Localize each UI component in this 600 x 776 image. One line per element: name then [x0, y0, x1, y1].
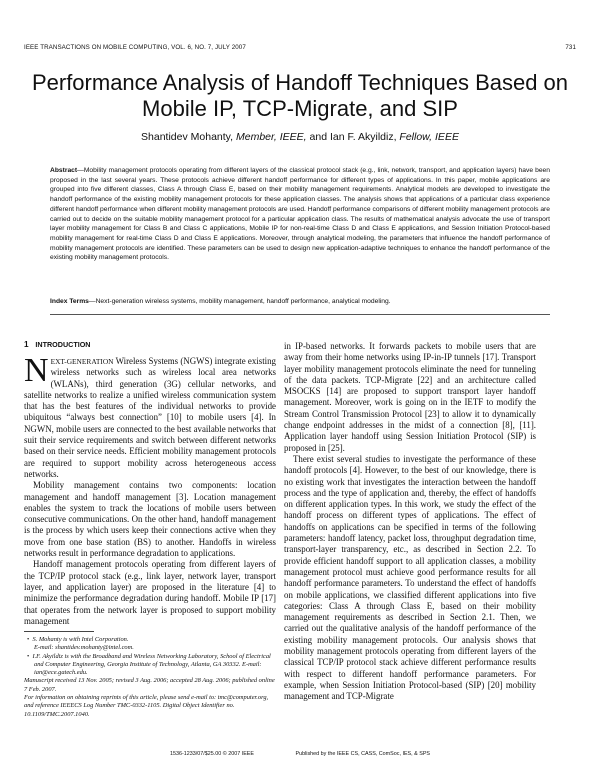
intro-text-1: Wireless Systems (NGWS) integrate existing wireless networks such as wireless local area networks (WLANs), third generation (3G) cellular networks, and satellite networks to realize a unified wireless communication system that has the best features of the individual networks to provide ubiquitous “always best connection” [10] to mobile users [4]. In NGWN, mobile users are connected to the best available networks that suit their service requirements and switch between different networks based on their service needs. Efficient mobility management protocols are required to support mobility across heterogeneous access networks.: [24, 356, 276, 479]
abstract: [50, 166, 550, 263]
right-paragraph-1: in IP-based networks. It forwards packets to mobile users that are away from their home networks using IP-in-IP tunnels [17]. Transport layer mobility management protocols eliminate the need for tunneling of the data packets. TCP-Migrate [22] and an architecture called MSOCKS [14] are proposed to support transport layer handoff management. Moreover, work is going on in the IETF to modify the Stream Control Transmission Protocol [23] to allow it to dynamically change endpoint addresses in the midst of a connection [8], [11]. Application layer handoff using Session Initiation Protocol (SIP) is proposed in [25].: [284, 341, 536, 453]
right-paragraph-2: There exist several studies to investigate the performance of these handoff protocols [4]. However, to the best of our knowledge, there is no existing work that investigates the interaction between the handoff process and the type of application and, thereby, the effect of handoffs on different application types. In this work, we study the effect of the handoff process on different types of applications. The effect of handoffs on applications can be specified in terms of the following parameters: handoff latency, packet loss, throughput degradation time, transport-layer transparency, etc., as described in Section 2.2. To provide efficient handoff support to all application classes, a mobility management protocol must achieve good performance results for all handoff performance parameters. To understand the effect of handoffs on mobile applications, we classified different applications into five categories: Class A through Class E, based on their mobility management requirements as described in Section 2.1. Then, we carried out the qualitative analysis of the handoff performance of the existing mobility management protocols. Our analysis shows that mobility management protocols operating from different layers of the classical TCP/IP protocol stack achieve different performance results with respect to different handoff performance parameters. For example, when Session Initiation Protocol-based (SIP) [20] mobility management and TCP-Migrate: [284, 453, 536, 702]
drop-cap: N: [24, 352, 49, 389]
footnote-2-text: I.F. Akyildiz is with the Broadband and Wireless Networking Laboratory, School of Electrical and Computer Engineering, Georgia Institute of Technology, Atlanta, GA 30332. E-mail: ian@ece.gatech.edu.: [32, 652, 271, 677]
right-column: [284, 341, 536, 703]
running-header: [24, 44, 576, 56]
footnote-1-email: E-mail: shantidev.mohanty@intel.com.: [34, 644, 134, 652]
paper-title: Performance Analysis of Handoff Techniques Based on Mobile IP, TCP-Migrate, and SIP: [31, 70, 569, 121]
publisher-line: Published by the IEEE CS, CASS, ComSoc, IES, & SPS: [295, 751, 431, 757]
journal-info: IEEE TRANSACTIONS ON MOBILE COMPUTING, VOL. 6, NO. 7, JULY 2007: [24, 44, 246, 51]
section-number: 1: [24, 340, 29, 349]
page-number: 731: [565, 44, 576, 51]
footnote-2: • I.F. Akyildiz is with the Broadband and Wireless Networking Laboratory, School of Electrical and Computer Engineering, Georgia Institute of Technology, Atlanta, GA 30332. E-mail: ian@ece.gatech.edu.: [27, 652, 271, 677]
author-2: Ian F. Akyildiz,: [329, 131, 397, 143]
reprint-info: For information on obtaining reprints of this article, please send e-mail to: tmc@computer.org, and reference IEEECS Log Number TMC-0332-1105. Digital Object Identifier no. 10.1109/TMC.2007.1040.: [24, 694, 269, 718]
author-conjunction: and: [309, 131, 328, 143]
abstract-label: Abstract: [50, 167, 78, 174]
issn-copyright: 1536-1233/07/$25.00 © 2007 IEEE: [169, 751, 254, 757]
index-terms-text: —Next-generation wireless systems, mobility management, handoff performance, analytical modeling.: [88, 298, 391, 305]
author-2-role: Fellow, IEEE: [399, 131, 459, 143]
left-column: [24, 352, 276, 627]
abstract-divider: [50, 314, 550, 315]
author-1-role: Member, IEEE,: [235, 131, 307, 143]
intro-paragraph-1: [24, 352, 276, 480]
abstract-text: —Mobility management protocols operating from different layers of the classical protocol stack (e.g., link, network, transport, and application layers) have been proposed in the last several years. These protocols achieve different handoff performance for different types of applications. In this paper, mobile applications are grouped into five different classes, Class A through Class E, based on their mobility management requirements. Analytical models are developed to investigate the handoff performance of the existing mobility management protocols for these application classes. The analysis shows that applications of a particular class experience different handoff performance when different mobility management protocols are used. Handoff performance comparisons of different mobility management protocols are carried out to decide on the suitable mobility management protocol for a particular application class. The results of mathematical analysis advocate the use of transport layer mobility management for Class B and Class C applications, Mobile IP for non-real-time Class D and Class E applications, and Session Initiation Protocol-based mobility management for real-time Class D and Class E applications. Moreover, through analytical modeling, the parameters that influence the handoff performance of mobility management protocols are identified. These parameters can be used to design new application-adaptive techniques to enhance the handoff performance of the existing mobility management protocols.: [50, 167, 550, 262]
intro-paragraph-3: Handoff management protocols operating from different layers of the TCP/IP protocol stack (e.g., link layer, network layer, transport layer, and application layer) are proposed in the literature [4] to minimize the performance degradation during handoff. Mobile IP [17] that operates from the network layer is proposed to support mobility management: [24, 559, 276, 626]
author-line: [20, 131, 580, 143]
section-title: INTRODUCTION: [35, 340, 91, 349]
intro-paragraph-2: Mobility management contains two components: location management and handoff management [3]. Location management enables the system to track the locations of mobile users between consecutive communications. On the other hand, handoff management is the process by which users keep their connections active when they move from one base station (BS) to another. Handoffs in wireless networks result in performance degradation to applications.: [24, 480, 276, 559]
intro-smallcaps: EXT-GENERATION: [50, 357, 114, 366]
manuscript-received: Manuscript received 13 Nov. 2005; revised 3 Aug. 2006; accepted 28 Aug. 2006; published online 7 Feb. 2007.: [24, 677, 275, 693]
author-1: Shantidev Mohanty,: [141, 131, 234, 143]
footnote-1-name: S. Mohanty is with Intel Corporation.: [32, 636, 129, 643]
section-heading: [24, 340, 91, 349]
footnote-1: • S. Mohanty is with Intel Corporation. E-mail: shantidev.mohanty@intel.com.: [27, 636, 134, 652]
index-terms: [50, 297, 550, 307]
footnotes: [24, 636, 276, 719]
index-terms-label: Index Terms: [50, 298, 89, 305]
footnote-divider: [24, 631, 94, 632]
page-footer: [24, 751, 576, 757]
